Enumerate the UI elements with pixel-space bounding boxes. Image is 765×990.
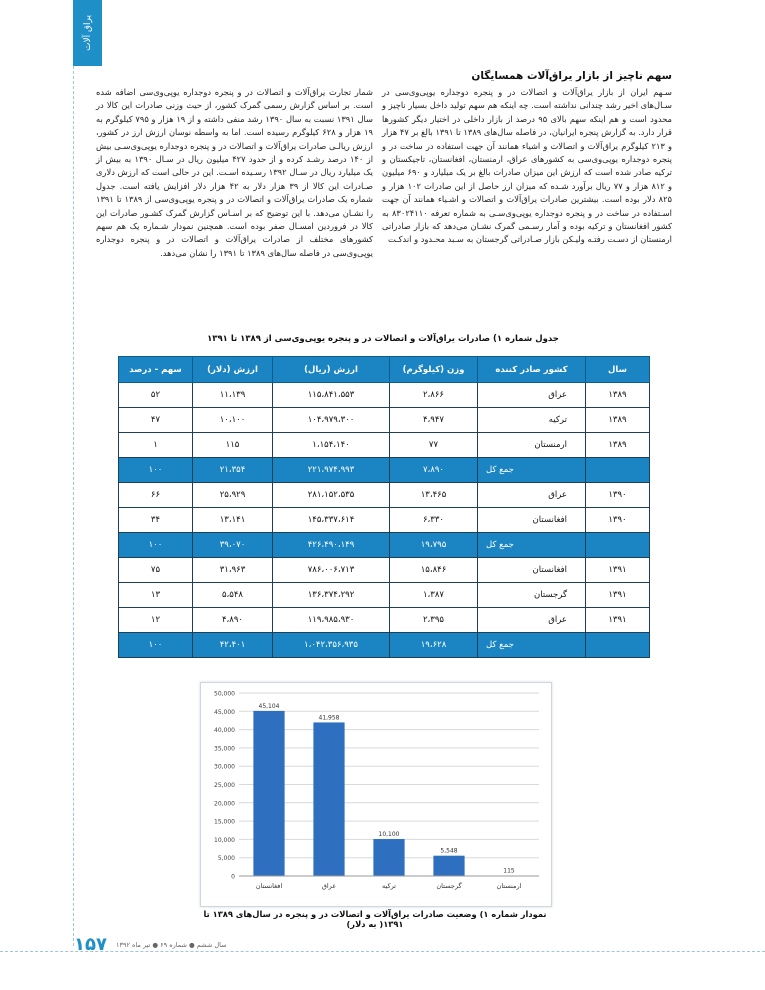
- table-row: [119, 558, 650, 583]
- chart-caption: نمودار شماره ۱) وضعیت صادرات یراق‌آلات و اتصالات در و پنجره در سال‌های ۱۳۸۹ تا ۱۳۹۱( به دلار): [203, 909, 547, 929]
- header-country: کشور صادر کننده: [478, 357, 586, 383]
- cell-share: ۴۷: [119, 408, 193, 433]
- y-tick-label: 10,000: [214, 836, 235, 844]
- cell-value-rial: ۱۱۵،۸۴۱،۵۵۳: [273, 383, 390, 408]
- cell-share: ۱۰۰: [119, 633, 193, 658]
- cell-value-dollar: ۲۵،۹۲۹: [193, 483, 273, 508]
- header-share: سهم - درصد: [119, 357, 193, 383]
- table-row: [119, 433, 650, 458]
- header-value-rial: ارزش (ریال): [273, 357, 390, 383]
- data-label: 45,104: [258, 702, 280, 710]
- cell-value-rial: ۱۱۹،۹۸۵،۹۳۰: [273, 608, 390, 633]
- cell-weight: ۱۹،۶۲۸: [390, 633, 478, 658]
- cell-year: ۱۳۹۰: [586, 508, 650, 533]
- cell-year: ۱۳۸۹: [586, 383, 650, 408]
- table-row: [119, 608, 650, 633]
- x-tick-label: افغانستان: [255, 882, 283, 890]
- cell-value-rial: ۲۲۱،۹۷۴،۹۹۳: [273, 458, 390, 483]
- cell-share: ۱۰۰: [119, 458, 193, 483]
- y-tick-label: 0: [231, 873, 235, 881]
- y-tick-label: 50,000: [214, 690, 235, 698]
- x-tick-label: ارمنستان: [496, 882, 522, 890]
- cell-value-rial: ۱۰۴،۹۷۹،۳۰۰: [273, 408, 390, 433]
- cell-country: گرجستان: [478, 583, 586, 608]
- cell-country: ترکیه: [478, 408, 586, 433]
- cell-year: ۱۳۸۹: [586, 433, 650, 458]
- cell-value-dollar: ۲۱،۳۵۴: [193, 458, 273, 483]
- table-row: [119, 508, 650, 533]
- cell-weight: ۲،۸۶۶: [390, 383, 478, 408]
- cell-country: ارمنستان: [478, 433, 586, 458]
- cell-value-rial: ۱،۱۵۴،۱۴۰: [273, 433, 390, 458]
- cell-value-rial: ۷۸۶،۰۰۶،۷۱۳: [273, 558, 390, 583]
- x-tick-label: گرجستان: [436, 882, 462, 890]
- cell-value-dollar: ۳۹،۰۷۰: [193, 533, 273, 558]
- cell-share: ۷۵: [119, 558, 193, 583]
- cell-year: [586, 533, 650, 558]
- cell-value-dollar: ۳۱،۹۶۳: [193, 558, 273, 583]
- cell-weight: ۶،۳۳۰: [390, 508, 478, 533]
- y-tick-label: 35,000: [214, 745, 235, 753]
- cell-value-dollar: ۱۱۵: [193, 433, 273, 458]
- cell-value-dollar: ۱۰،۱۰۰: [193, 408, 273, 433]
- section-tab-label: یراق آلات: [82, 15, 93, 51]
- data-label: 10,100: [378, 831, 400, 839]
- cell-country: جمع کل: [478, 458, 586, 483]
- data-label: 41,958: [318, 714, 340, 722]
- bar-chart-svg: [201, 683, 551, 906]
- header-value-dollar: ارزش (دلار): [193, 357, 273, 383]
- cell-value-dollar: ۴۲،۴۰۱: [193, 633, 273, 658]
- cell-weight: ۱۹،۷۹۵: [390, 533, 478, 558]
- cell-value-rial: ۱،۰۴۲،۳۵۶،۹۳۵: [273, 633, 390, 658]
- bar: [313, 722, 344, 876]
- y-tick-label: 20,000: [214, 800, 235, 808]
- y-tick-label: 40,000: [214, 727, 235, 735]
- cell-share: ۱۳: [119, 583, 193, 608]
- cell-country: افغانستان: [478, 558, 586, 583]
- bar: [373, 839, 404, 876]
- cell-value-rial: ۲۸۱،۱۵۲،۵۳۵: [273, 483, 390, 508]
- cell-weight: ۲،۳۹۵: [390, 608, 478, 633]
- cell-weight: ۱،۳۸۷: [390, 583, 478, 608]
- cell-country: عراق: [478, 383, 586, 408]
- cell-value-rial: ۱۴۵،۳۳۷،۶۱۴: [273, 508, 390, 533]
- cell-country: افغانستان: [478, 508, 586, 533]
- y-tick-label: 15,000: [214, 818, 235, 826]
- cell-share: ۱: [119, 433, 193, 458]
- cell-year: ۱۳۹۱: [586, 558, 650, 583]
- cell-year: [586, 633, 650, 658]
- header-year: سال: [586, 357, 650, 383]
- table-row: [119, 483, 650, 508]
- cell-year: ۱۳۹۰: [586, 483, 650, 508]
- cell-weight: ۷،۸۹۰: [390, 458, 478, 483]
- cell-weight: ۱۳،۴۶۵: [390, 483, 478, 508]
- data-label: 115: [503, 867, 515, 875]
- cell-weight: ۱۵،۸۴۶: [390, 558, 478, 583]
- cell-country: عراق: [478, 608, 586, 633]
- x-tick-label: ترکیه: [382, 882, 396, 890]
- cell-share: ۱۲: [119, 608, 193, 633]
- cell-value-rial: ۴۲۶،۴۹۰،۱۴۹: [273, 533, 390, 558]
- exports-table: [118, 356, 650, 658]
- table-total-row: [119, 633, 650, 658]
- article-heading: سهم ناچیز از بازار یراق‌آلات همسایگان: [471, 70, 672, 82]
- y-tick-label: 25,000: [214, 782, 235, 789]
- article-column-right: سـهم ایران از بازار یراق‌آلات و اتصالات در و پنجره دوجداره یوپی‌وی‌سی در سـال‌های اخیر رشد چندانی نداشته است. چه اینکه هم سهم تولید داخل بسیار ناچیز و محدود است و هم اینکه سهم بالای ۹۵ درصد از بازار داخلی در اختیار دیگر کشورها قرار دارد. به گزارش پنجره ایرانیان، در فاصله سال‌های ۱۳۸۹ تا ۱۳۹۱ بالغ بر ۴۷ هزار و ۲۱۳ کیلوگرم یراق‌آلات و اتصالات و اشیاء همانند آن جهت استفاده در ساخت در و پنجره دوجداره یوپی‌وی‌سی به کشورهای عراق، ارمنستان، افغانستان، تاجیکستان و ترکیه صادر شده است که ارزش این میزان صادرات بالغ بر یک میلیارد و ۶۹۰ میلیون و ۸۱۲ هزار و ۷۷ ریال برآورد شـده که میزان ارز حاصل از این صادرات ۱۰۲ هزار و ۸۲۵ دلار بوده است. بیشترین صادرات یراق‌آلات و اتصالات و اشـیاء همانند آن جهت اسـتفاده در ساخت در و پنجره دوجداره یوپی‌وی‌سـی به شماره تعرفه ۸۳۰۲۴۱۱۰ به کشور افغانستان و ترکیه بوده و آمار رسـمی گمرک نشـان می‌دهد که بازار صادراتی ارمنستان از دسـت رفتـه ولیـکن بازار صـادراتی گرجستان به سـبد محـدود و اندکـت: [382, 87, 673, 245]
- cell-year: ۱۳۹۱: [586, 608, 650, 633]
- table-title: جدول شماره ۱) صادرات یراق‌آلات و اتصالات در و پنجره یوپی‌وی‌سی از ۱۳۸۹ تا ۱۳۹۱: [207, 334, 559, 344]
- cell-value-dollar: ۱۱،۱۳۹: [193, 383, 273, 408]
- x-tick-label: عراق: [321, 882, 337, 890]
- cell-share: ۶۶: [119, 483, 193, 508]
- cell-value-rial: ۱۳۶،۳۷۴،۲۹۲: [273, 583, 390, 608]
- table-row: [119, 583, 650, 608]
- cell-value-dollar: ۵،۵۴۸: [193, 583, 273, 608]
- margin-guide: [73, 66, 74, 946]
- section-tab: [73, 0, 102, 66]
- cell-share: ۵۲: [119, 383, 193, 408]
- bar: [433, 856, 464, 876]
- cell-country: جمع کل: [478, 633, 586, 658]
- y-tick-label: 5,000: [217, 855, 235, 863]
- bar: [253, 711, 284, 876]
- bar-chart: [200, 682, 552, 907]
- data-label: 5,548: [440, 847, 458, 855]
- cell-share: ۳۴: [119, 508, 193, 533]
- table-total-row: [119, 458, 650, 483]
- page-number: ۱۵۷: [74, 934, 107, 955]
- cell-weight: ۴،۹۴۷: [390, 408, 478, 433]
- cell-share: ۱۰۰: [119, 533, 193, 558]
- cell-year: ۱۳۸۹: [586, 408, 650, 433]
- y-tick-label: 30,000: [214, 763, 235, 771]
- article-column-left: شمار تجارت یراق‌آلات و اتصالات در و پنجره دوجداره یوپی‌وی‌سی اضافه شده است. بر اساس گزارش رسمی گمرک کشور، از حیث وزنی صادرات این کالا در سال ۱۳۹۱ نسبت به سال ۱۳۹۰ رشد منفی داشته و از ۱۹ هزار و ۷۹۵ کیلوگرم به ۱۹ هزار و ۶۲۸ کیلوگرم رسیده است. اما به واسطه نوسان ارزش ارز در کشور، ارزش ریالـی صادرات یراق‌آلات و اتصالات در و پنجره دوجداره یوپی‌وی‌سـی بیش از ۱۴۰ درصد رشـد کرده و از حدود ۴۲۷ میلیون ریال در سـال ۱۳۹۰ به بیش از یک میلیارد ریال در سـال ۱۳۹۲ رسـیده اسـت. این در حالی است که ارزش دلاری صـادرات این کالا از ۳۹ هزار دلار به ۴۲ هزار دلار افزایش یافته است. جدول شماره یک صادرات یراق‌آلات و اتصالات در و پنجره یوپی‌وی‌سی از ۱۳۸۹ تا ۱۳۹۱ را نشـان می‌دهد. با این توضیح که بر اسـاس گزارش گمرک کشـور صادرات این کالا در فروردین امسـال صفر بوده است. همچنین نمودار شـماره یک هم سهم کشورهای مختلف از صادرات یراق‌آلات و اتصالات در و پنجره دوجداره یوپی‌وی‌سی در فاصله سال‌های ۱۳۸۹ تا ۱۳۹۱ را نشان می‌دهد.: [96, 87, 374, 258]
- cell-country: جمع کل: [478, 533, 586, 558]
- cell-weight: ۷۷: [390, 433, 478, 458]
- table-header-row: [119, 357, 650, 383]
- cell-year: ۱۳۹۱: [586, 583, 650, 608]
- footer-rule: [0, 951, 765, 952]
- cell-value-dollar: ۴،۸۹۰: [193, 608, 273, 633]
- header-weight: وزن (کیلوگرم): [390, 357, 478, 383]
- y-tick-label: 45,000: [214, 708, 235, 716]
- issue-info: سال ششم ● شماره ۶۹ ● تیر ماه ۱۳۹۲: [116, 941, 227, 949]
- table-total-row: [119, 533, 650, 558]
- cell-value-dollar: ۱۳،۱۴۱: [193, 508, 273, 533]
- table-row: [119, 408, 650, 433]
- cell-year: [586, 458, 650, 483]
- cell-country: عراق: [478, 483, 586, 508]
- table-row: [119, 383, 650, 408]
